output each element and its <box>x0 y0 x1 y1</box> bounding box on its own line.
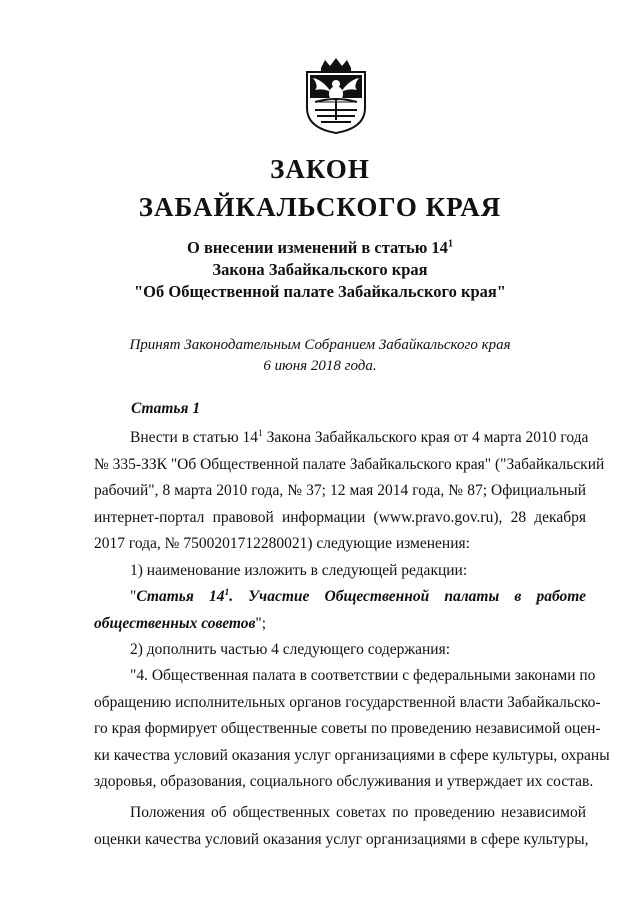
regulations-paragraph <box>94 800 589 853</box>
law-subtitle-line1: О внесении изменений в статью $14^1$ <box>187 238 453 257</box>
article-intro-paragraph <box>94 425 605 558</box>
coat-of-arms-icon <box>303 58 369 134</box>
law-subtitle-line3: "Об Общественной палате Забайкальского края" <box>134 282 506 301</box>
text-line: Положения об общественных советах по проведению независимой <box>130 804 586 821</box>
law-region-title: ЗАБАЙКАЛЬСКОГО КРАЯ <box>138 192 502 222</box>
text-line: здоровья, образования, социального обслуживания и утверждает их состав. <box>94 773 594 790</box>
adoption-note-line2: 6 июня 2018 года. <box>263 358 377 374</box>
text-line: рабочий", 8 марта 2010 года, № 37; 12 мая 2014 года, № 87; Официальный <box>94 482 586 499</box>
text-line: оценки качества условий оказания услуг организациями в сфере культуры, <box>94 830 589 848</box>
amendment-item-2: 2) дополнить частью 4 следующего содержания: <box>130 641 451 658</box>
text-line: общественных советов"; <box>94 614 267 632</box>
text-line: "Статья $14^1$. Участие Общественной палаты в работе <box>130 587 586 605</box>
text-line: 2017 года, № 7500201712280021) следующие изменения: <box>94 535 470 552</box>
article-heading: Статья 1 <box>131 400 201 417</box>
text-line: "4. Общественная палата в соответствии с федеральными законами по <box>130 667 596 684</box>
text-line: Внести в статью $14^1$ Закона Забайкальского края от 4 марта 2010 года <box>130 428 589 446</box>
new-part-4-text <box>94 663 610 796</box>
adoption-note-line1: Принят Законодательным Собранием Забайкальского края <box>129 337 511 353</box>
text-line: го края формирует общественные советы по проведению независимой оцен- <box>94 720 601 737</box>
text-line: № 335-ЗЗК "Об Общественной палате Забайкальского края" ("Забайкальский <box>94 455 605 473</box>
text-line: интернет-портал правовой информации (www.pravo.gov.ru), 28 декабря <box>94 508 586 526</box>
amendment-item-1-quote <box>94 584 586 637</box>
law-title: ЗАКОН <box>270 154 370 184</box>
text-line: обращению исполнительных органов государственной власти Забайкальско- <box>94 693 601 711</box>
text-line: ки качества условий оказания услуг организациями в сфере культуры, охраны <box>94 746 610 764</box>
law-subtitle-line2: Закона Забайкальского края <box>212 260 428 279</box>
amendment-item-1: 1) наименование изложить в следующей редакции: <box>130 562 468 579</box>
